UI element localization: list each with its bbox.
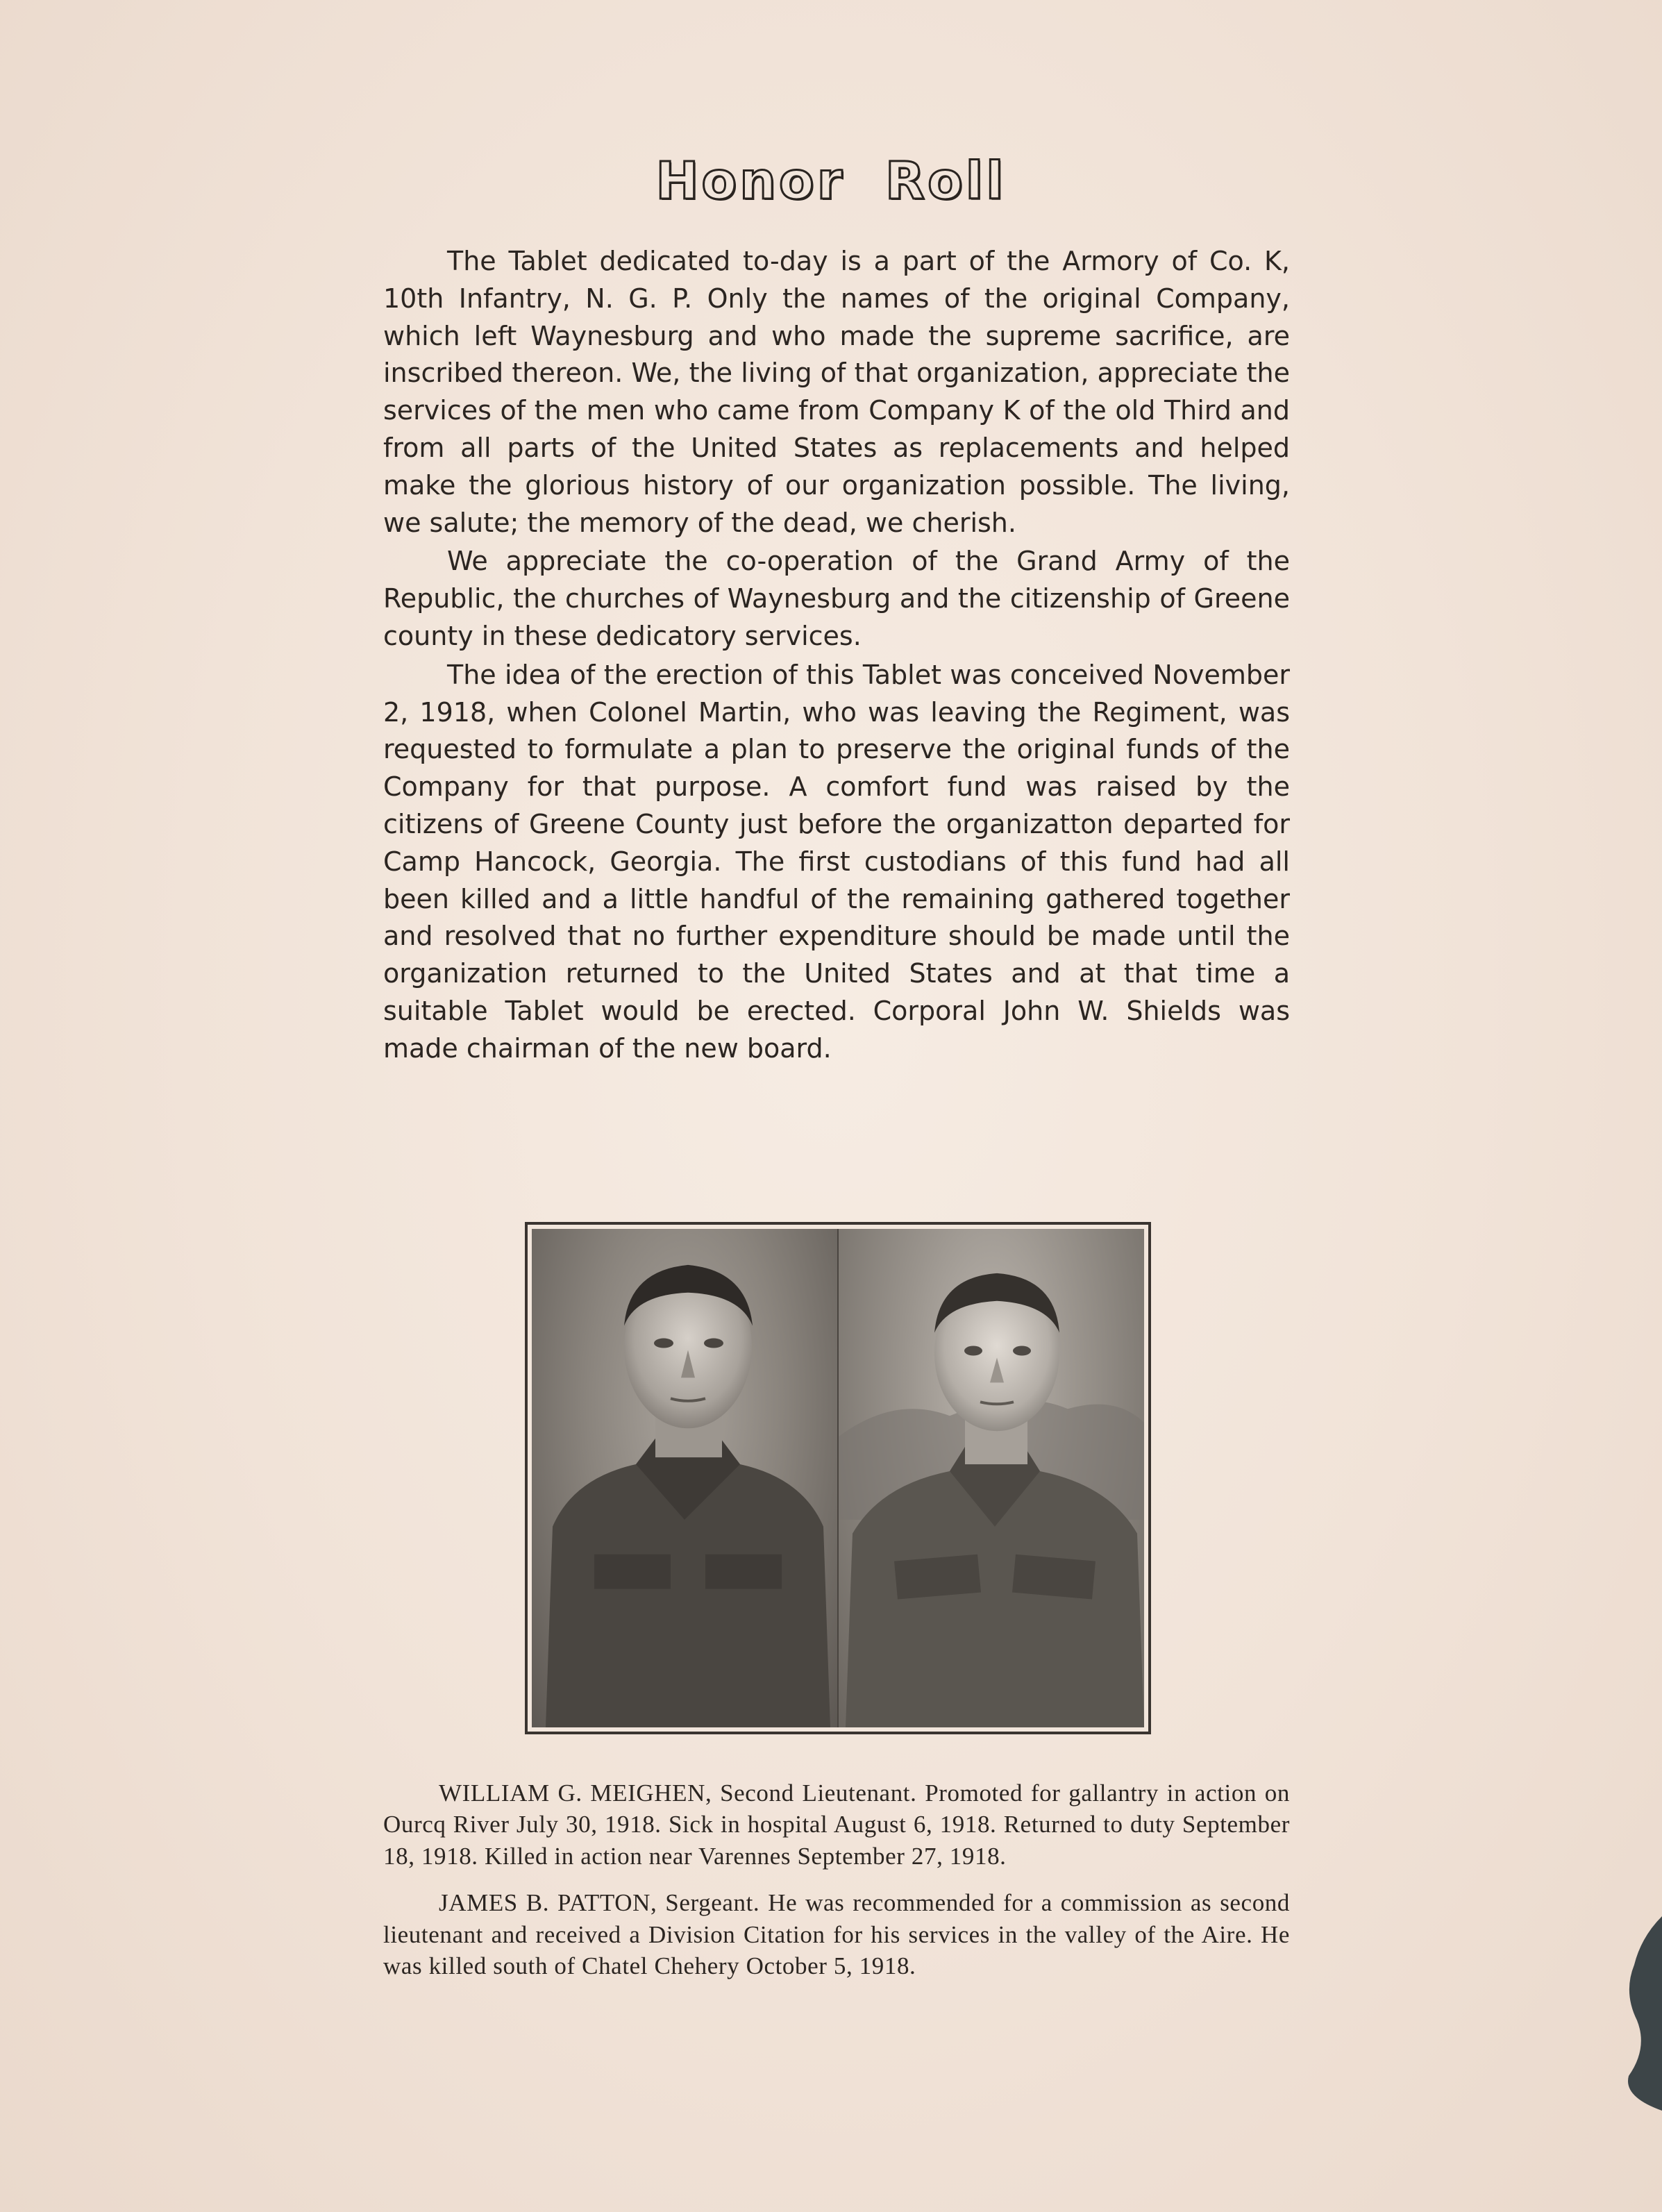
paragraph-2: We appreciate the co-operation of the Grand Army of the Republic, the churches of Waynesburg and the citizenship of Greene county in these dedicatory services. bbox=[383, 546, 1290, 651]
portrait-patton bbox=[839, 1229, 1144, 1727]
caption-meighen: WILLIAM G. MEIGHEN, Second Lieutenant. Promoted for gallantry in action on Ourcq River July 30, 1918. Sick in hospital August 6, 1918. Returned to duty September 18, 1918. Killed in action near Varennes September 27, 1918. bbox=[383, 1779, 1290, 1870]
body-text bbox=[383, 243, 1290, 1069]
photo-captions bbox=[383, 1777, 1290, 1997]
portrait-patton-figure bbox=[839, 1229, 1144, 1727]
page-title: Honor Roll bbox=[655, 151, 1007, 211]
paragraph-3: The idea of the erection of this Tablet was conceived November 2, 1918, when Colonel Martin, who was leaving the Regiment, was requested to formulate a plan to preserve the original funds of the Company for that purpose. A comfort fund was raised by the citizens of Greene County just before the organizatton departed for Camp Hancock, Georgia. The first custodians of this fund had all been killed and a little handful of the remaining gathered together and resolved that no further expenditure should be made until the organization returned to the United States and at that time a suitable Tablet would be erected. Corporal John W. Shields was made chairman of the new board. bbox=[383, 659, 1290, 1064]
paragraph-1: The Tablet dedicated to-day is a part of the Armory of Co. K, 10th Infantry, N. G. P. Only the names of the original Company, which left Waynesburg and who made the supreme sacrifice, are inscribed thereon. We, the living of that organization, appreciate the services of the men who came from Company K of the old Third and from all parts of the United States as replacements and helped make the glorious history of our organization possible. The living, we salute; the memory of the dead, we cherish. bbox=[383, 246, 1290, 538]
caption-patton: JAMES B. PATTON, Sergeant. He was recommended for a commission as second lieutenant and received a Division Citation for his services in the valley of the Aire. He was killed south of Chatel Chehery October 5, 1918. bbox=[383, 1889, 1290, 1980]
portrait-meighen bbox=[532, 1229, 839, 1727]
photo-inner bbox=[532, 1229, 1144, 1727]
portrait-photograph bbox=[525, 1222, 1151, 1734]
page-tear-mark bbox=[1613, 1916, 1662, 2111]
portrait-meighen-figure bbox=[532, 1229, 837, 1727]
